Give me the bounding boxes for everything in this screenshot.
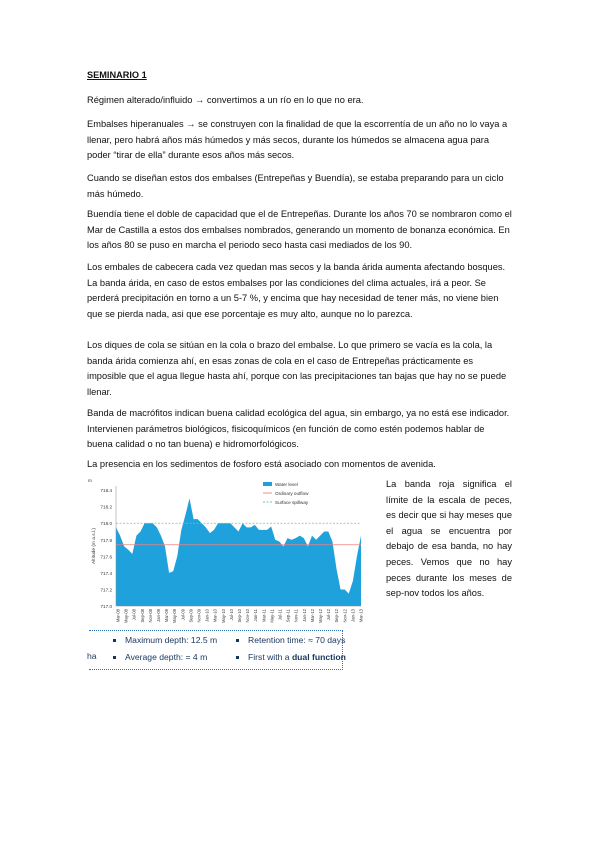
x-tick-label: Nov-08 [147,609,153,623]
x-tick-label: Nov-12 [342,609,348,623]
x-tick-label: May-09 [172,609,178,623]
water-level-area [116,498,361,606]
info-ha-fragment: ha [87,651,97,661]
x-tick-label: Mar-10 [212,609,218,623]
x-tick-label: Jan-10 [204,609,210,622]
x-tick-label: May-10 [220,609,226,623]
y-tick-label: 718.2 [100,504,112,510]
y-axis-label: Altitude (m a.s.l.) [92,528,97,564]
x-tick-label: Jul-09 [180,609,186,621]
water-level-chart [85,474,379,624]
paragraph-3: Cuando se diseñan estos dos embalses (Entrepeñas y Buendía), se estaba preparando para un ciclo más húmedo. [87,173,504,199]
bullet-icon [113,656,116,659]
max-depth-text: Maximum depth: 12.5 m [125,635,218,645]
y-tick-label: 718.4 [100,488,112,494]
y-tick-label: 717.8 [100,537,112,543]
x-tick-label: Nov-10 [245,609,251,623]
bullet-icon [236,639,239,642]
x-tick-label: Jan-12 [301,609,307,622]
x-tick-label: May-11 [269,609,275,623]
legend-water-swatch [263,482,272,486]
y-axis-unit: m [88,478,92,483]
paragraph-7: Banda de macrófitos indican buena calidad ecológica del agua, sin embargo, ya no está ese indicador. Intervienen parámetros biológicos, fisicoquímicos (en función de como estén podemos hablar de buena calidad o no tan buena) e hidromorfológicos. [87,408,510,450]
dual-prefix-text: First with a [248,652,292,662]
retention-text: Retention time: ≈ 70 days [248,635,346,645]
y-tick-label: 717.4 [100,570,112,576]
x-tick-label: Mar-09 [164,609,170,623]
paragraph-2: Embalses hiperanuales → se construyen con la finalidad de que la escorrentía de un año no lo vaya a llenar, pero habrá años más húmedos y más secos, durante los húmedos se almacena agua para poder “tirar de ella” durante esos años más secos. [87,119,508,161]
legend-spillway-label: Surface spillway [275,500,309,505]
x-tick-label: Sep-12 [334,609,340,623]
x-tick-label: Jan-11 [253,609,259,622]
legend-water-label: Water level [275,482,298,487]
side-note: La banda roja significa el límite de la escala de peces, es decir que si hay meses que el agua se encuentra por debajo de esa banda, no hay peces. Vemos que no hay peces durante los meses de sep-nov todos los años. [386,479,512,599]
paragraph-5: Los embales de cabecera cada vez quedan mas secos y la banda árida aumenta afectando bosques. La banda árida, en caso de estos embalses por las condiciones del clima actuales, irá a peor. Se perderá precipitación en torno a un 5-7 %, y encima que hay necesidad de tener más, no viene bien que se pierda nada, asi que ese porcentaje es muy alto, aunque no lo parezca. [87,262,506,319]
y-tick-label: 717.0 [100,604,112,609]
x-tick-label: Sep-09 [188,609,194,623]
x-tick-label: Sep-10 [237,609,242,623]
paragraph-8: La presencia en los sedimentos de fosforo está asociado con momentos de avenida. [87,459,436,469]
x-tick-label: Jul-10 [228,609,234,621]
x-tick-label: Nov-11 [293,609,299,623]
info-dual-function [236,652,346,662]
y-tick-label: 718.0 [100,521,112,527]
y-tick-label: 717.6 [100,554,112,560]
dual-bold-text: dual function [291,652,346,662]
x-tick-label: Sep-11 [285,609,291,623]
x-tick-label: Nov-09 [196,609,202,623]
paragraph-6: Los diques de cola se sitúan en la cola o brazo del embalse. Lo que primero se vacía es la cola, la banda árida comienza ahí, en esas zonas de cola en el caso de Entrepeñas prácticamente es imposible que el agua llegue hasta ahí, porque con las precipitaciones tan bajas que hay no se puede llenar. [87,340,507,397]
x-tick-label: May-12 [318,609,323,623]
y-tick-label: 717.2 [100,587,112,593]
x-tick-label: Mar-12 [309,609,315,623]
bullet-icon [236,656,239,659]
x-tick-label: Jul-11 [277,609,283,621]
x-tick-label: Mar-13 [358,609,364,623]
x-tick-label: Jan-09 [156,609,161,622]
x-tick-label: Jul-12 [326,609,332,621]
paragraph-4: Buendía tiene el doble de capacidad que el de Entrepeñas. Durante los años 70 se nombraron como el Mar de Castilla a estos dos embalses nombrados, generando un momento de bonanza económica. En los años 80 se puso en marcha el periodo seco hasta casi mediados de los 90. [87,209,512,251]
bullet-icon [113,639,116,642]
x-tick-label: Jan-13 [350,609,356,622]
info-retention [236,635,345,645]
avg-depth-text: Average depth: = 4 m [125,652,208,662]
page-title: SEMINARIO 1 [87,70,147,80]
x-tick-label: Mar-08 [115,609,121,623]
paragraph-1: Régimen alterado/influido → convertimos a un río en lo que no era. [87,95,364,105]
legend-outflow-label: Ordinary outflow [275,491,309,496]
x-tick-label: Jul-08 [131,609,137,621]
x-tick-label: Mar-11 [261,609,267,622]
x-tick-label: Sep-08 [139,609,145,623]
info-max-depth [113,635,217,645]
x-tick-label: May-08 [123,609,129,623]
info-avg-depth [113,652,207,662]
reservoir-info-box [89,630,346,670]
